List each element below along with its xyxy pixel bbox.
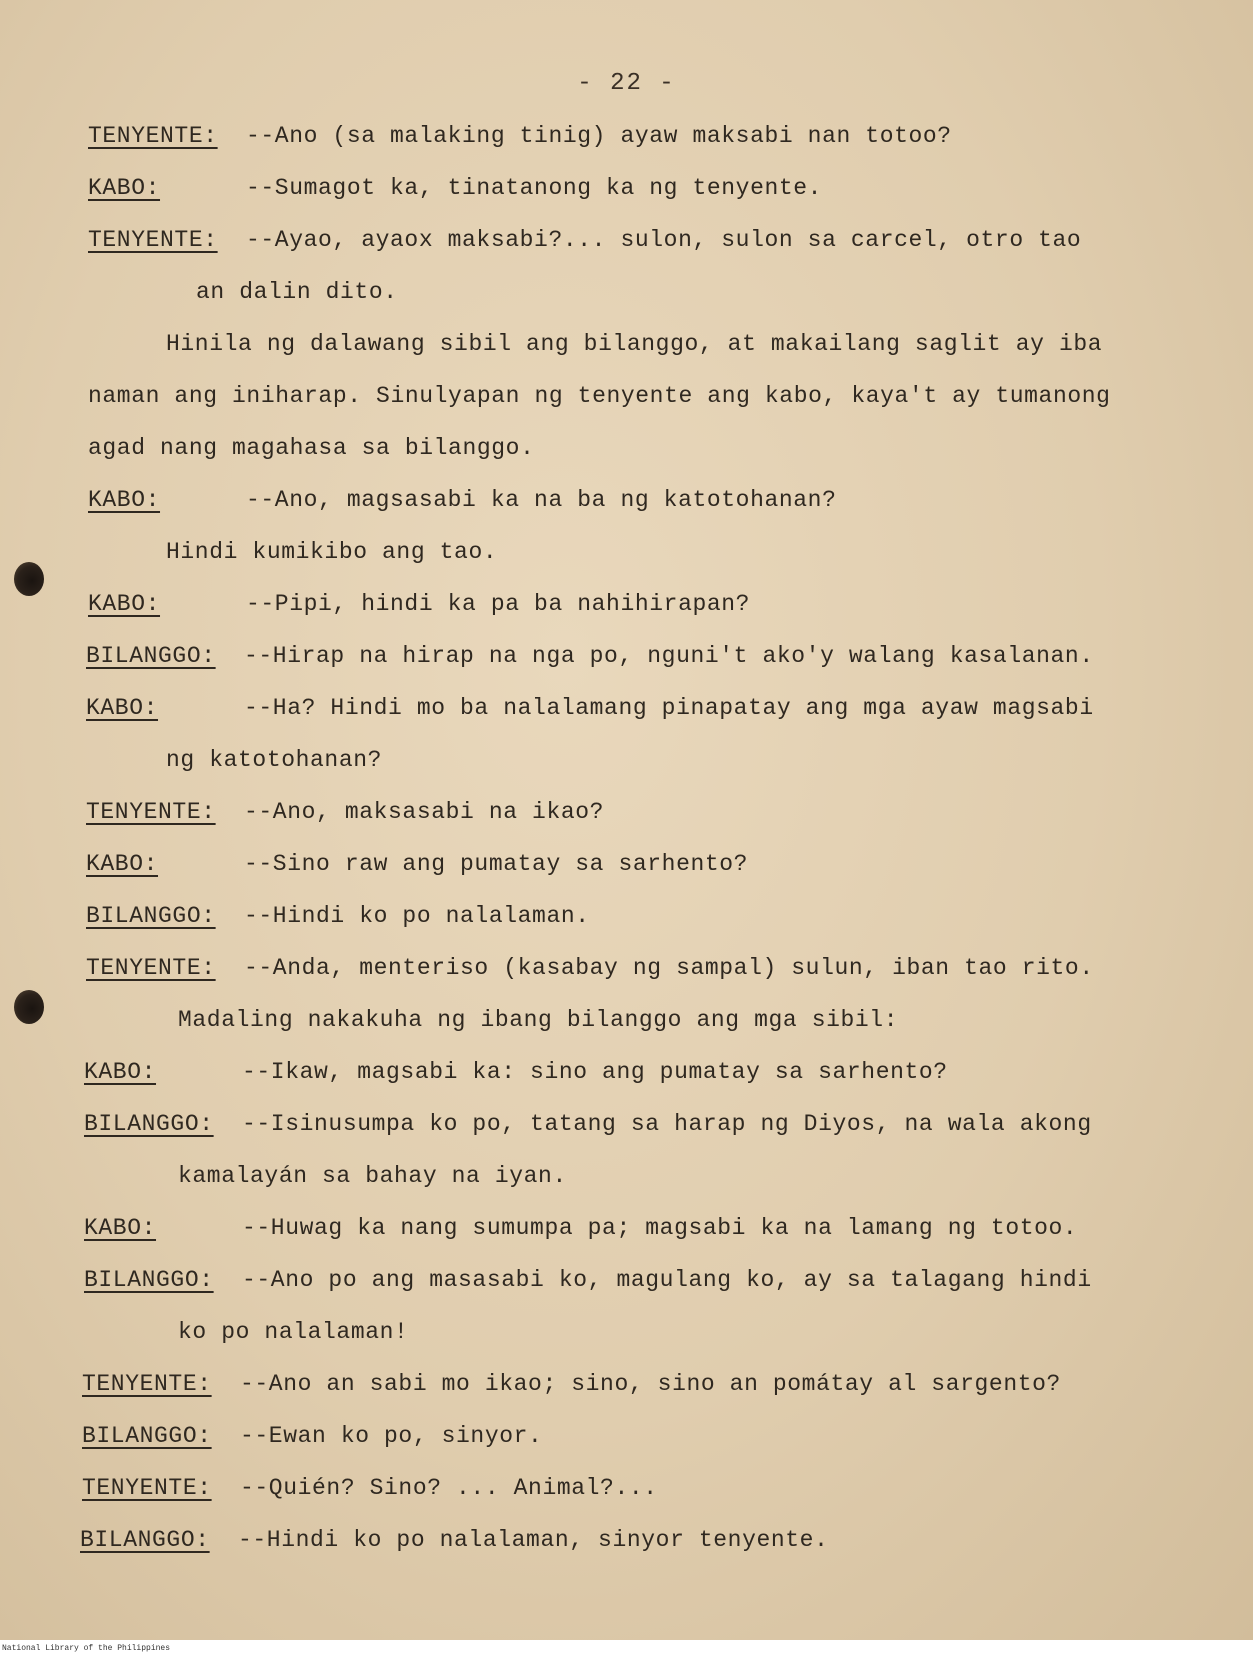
dialogue-text: --Quién? Sino? ... Animal?... — [240, 1475, 658, 1501]
narration-text: Madaling nakakuha ng ibang bilanggo ang mga sibil: — [178, 1007, 899, 1033]
dialogue-text: --Ano, maksasabi na ikao? — [244, 799, 605, 825]
dialogue-text: --Ewan ko po, sinyor. — [240, 1423, 543, 1449]
speaker-label: BILANGGO: — [82, 1423, 212, 1449]
speaker-label: KABO: — [86, 851, 159, 877]
speaker-label: TENYENTE: — [86, 955, 216, 981]
narration-text: naman ang iniharap. Sinulyapan ng tenyente ang kabo, kaya't ay tumanong — [88, 383, 1111, 409]
narration-text: an dalin dito. — [196, 279, 398, 305]
dialogue-text: --Huwag ka nang sumumpa pa; magsabi ka na lamang ng totoo. — [242, 1215, 1078, 1241]
narration-text: kamalayán sa bahay na iyan. — [178, 1163, 567, 1189]
dialogue-text: --Ayao, ayaox maksabi?... sulon, sulon sa carcel, otro tao — [246, 227, 1082, 253]
dialogue-text: --Hindi ko po nalalaman, sinyor tenyente. — [238, 1527, 829, 1553]
footer-credit: National Library of the Philippines — [2, 1644, 171, 1653]
punch-hole-upper — [14, 562, 44, 596]
speaker-label: TENYENTE: — [88, 123, 218, 149]
speaker-label: KABO: — [88, 175, 161, 201]
dialogue-text: --Ikaw, magsabi ka: sino ang pumatay sa sarhento? — [242, 1059, 948, 1085]
speaker-label: BILANGGO: — [80, 1527, 210, 1553]
speaker-label: TENYENTE: — [82, 1371, 212, 1397]
speaker-label: TENYENTE: — [88, 227, 218, 253]
speaker-label: KABO: — [88, 591, 161, 617]
dialogue-text: --Ano an sabi mo ikao; sino, sino an pomátay al sargento? — [240, 1371, 1061, 1397]
dialogue-text: --Hindi ko po nalalaman. — [244, 903, 590, 929]
narration-text: Hinila ng dalawang sibil ang bilanggo, at makailang saglit ay iba — [166, 331, 1103, 357]
narration-text: Hindi kumikibo ang tao. — [166, 539, 498, 565]
narration-text: ng katotohanan? — [166, 747, 383, 773]
speaker-label: BILANGGO: — [86, 903, 216, 929]
dialogue-text: --Anda, menteriso (kasabay ng sampal) sulun, iban tao rito. — [244, 955, 1094, 981]
speaker-label: BILANGGO: — [84, 1111, 214, 1137]
dialogue-text: --Pipi, hindi ka pa ba nahihirapan? — [246, 591, 751, 617]
speaker-label: BILANGGO: — [84, 1267, 214, 1293]
speaker-label: KABO: — [86, 695, 159, 721]
speaker-label: KABO: — [84, 1059, 157, 1085]
dialogue-text: --Ano, magsasabi ka na ba ng katotohanan? — [246, 487, 837, 513]
speaker-label: KABO: — [84, 1215, 157, 1241]
speaker-label: TENYENTE: — [82, 1475, 212, 1501]
narration-text: agad nang magahasa sa bilanggo. — [88, 435, 535, 461]
punch-hole-lower — [14, 990, 44, 1024]
dialogue-text: --Isinusumpa ko po, tatang sa harap ng Diyos, na wala akong — [242, 1111, 1092, 1137]
speaker-label: BILANGGO: — [86, 643, 216, 669]
dialogue-text: --Hirap na hirap na nga po, nguni't ako'y walang kasalanan. — [244, 643, 1094, 669]
speaker-label: TENYENTE: — [86, 799, 216, 825]
dialogue-text: --Ano (sa malaking tinig) ayaw maksabi nan totoo? — [246, 123, 952, 149]
narration-text: ko po nalalaman! — [178, 1319, 409, 1345]
dialogue-text: --Sino raw ang pumatay sa sarhento? — [244, 851, 749, 877]
dialogue-text: --Ano po ang masasabi ko, magulang ko, ay sa talagang hindi — [242, 1267, 1092, 1293]
dialogue-text: --Ha? Hindi mo ba nalalamang pinapatay ang mga ayaw magsabi — [244, 695, 1094, 721]
page-number: - 22 - — [577, 70, 676, 97]
dialogue-text: --Sumagot ka, tinatanong ka ng tenyente. — [246, 175, 823, 201]
speaker-label: KABO: — [88, 487, 161, 513]
